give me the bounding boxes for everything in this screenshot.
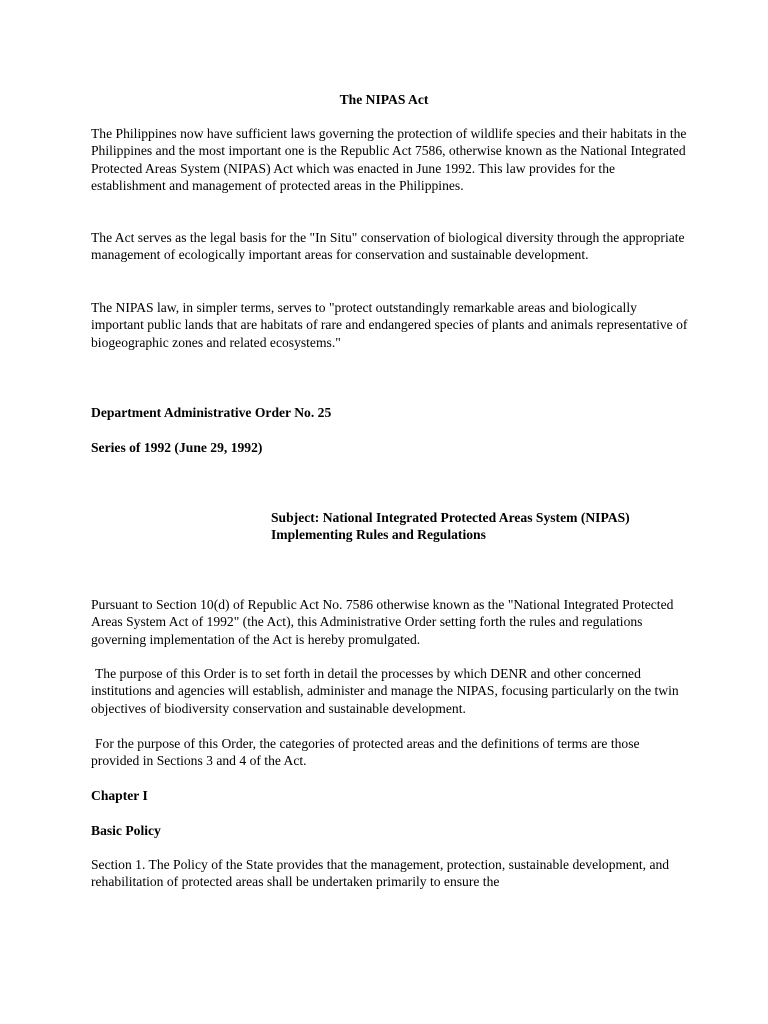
nipas-purpose-paragraph: The NIPAS law, in simpler terms, serves to "protect outstandingly remarkable areas and biologically important public lands that are habitats of rare and endangered species of plants and animals representative of biogeographic zones and related ecosystems." <box>91 300 688 350</box>
in-situ-paragraph: The Act serves as the legal basis for the "In Situ" conservation of biological diversity through the appropriate management of ecologically important areas for conservation and sustainable development. <box>91 230 685 263</box>
order-purpose-paragraph: The purpose of this Order is to set forth in detail the processes by which DENR and other concerned institutions and agencies will establish, administer and manage the NIPAS, focusing particularly on the twin objectives of biodiversity conservation and sustainable development. <box>91 666 679 716</box>
series-heading: Series of 1992 (June 29, 1992) <box>91 440 263 455</box>
categories-paragraph: For the purpose of this Order, the categories of protected areas and the definitions of terms are those provided in Sections 3 and 4 of the Act. <box>91 736 640 769</box>
dao-heading: Department Administrative Order No. 25 <box>91 405 332 420</box>
section-one-paragraph: Section 1. The Policy of the State provides that the management, protection, sustainable development, and rehabilitation of protected areas shall be undertaken primarily to ensure the <box>91 857 670 890</box>
subject-heading: Subject: National Integrated Protected Areas System (NIPAS) Implementing Rules and Regulations <box>271 510 630 543</box>
policy-heading: Basic Policy <box>91 823 161 838</box>
chapter-heading: Chapter I <box>91 788 148 803</box>
pursuant-paragraph: Pursuant to Section 10(d) of Republic Act No. 7586 otherwise known as the "National Integrated Protected Areas System Act of 1992" (the Act), this Administrative Order setting forth the rules and regulations governing implementation of the Act is hereby promulgated. <box>91 597 674 647</box>
document-title: The NIPAS Act <box>339 92 429 107</box>
intro-paragraph: The Philippines now have sufficient laws governing the protection of wildlife species and their habitats in the Philippines and the most important one is the Republic Act 7586, otherwise known as the National Integrated Protected Areas System (NIPAS) Act which was enacted in June 1992. This law provides for the establishment and management of protected areas in the Philippines. <box>91 126 687 194</box>
